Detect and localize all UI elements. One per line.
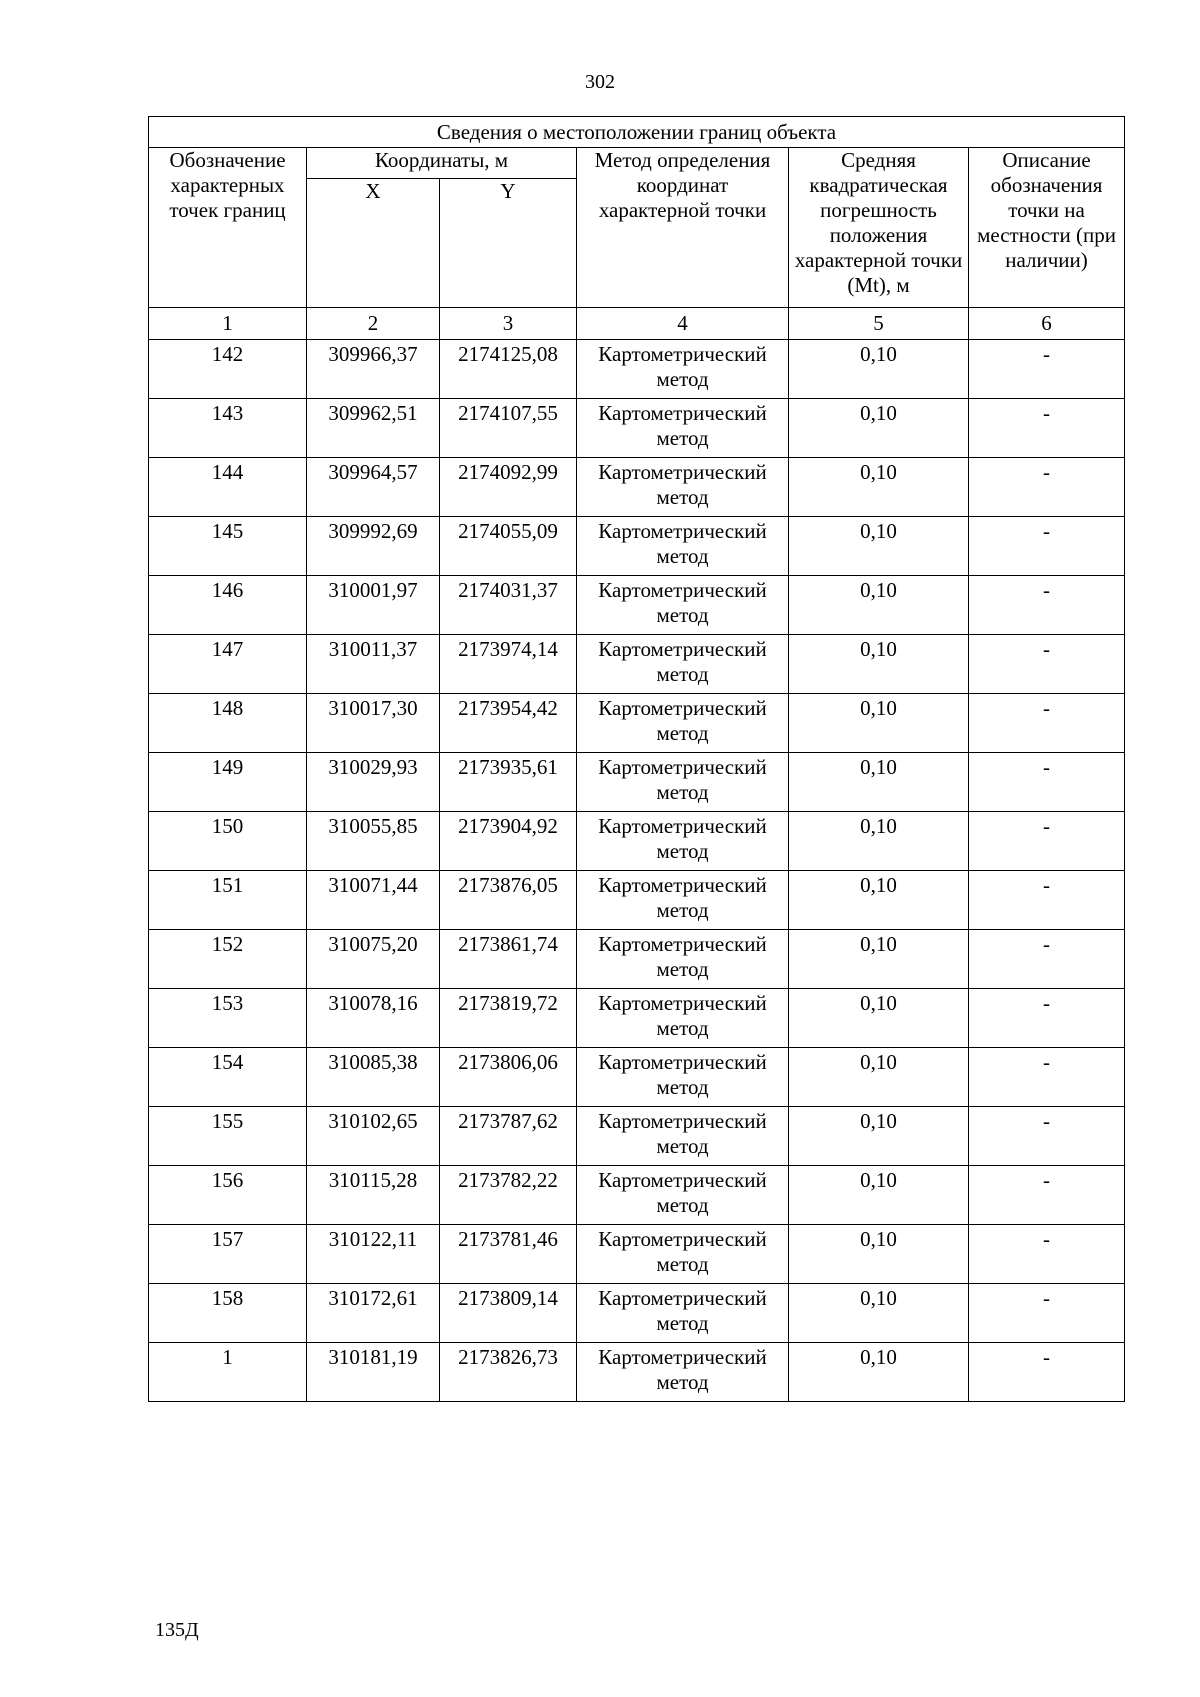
table-row [149,753,1125,812]
table-row [149,1048,1125,1107]
page-number: 302 [585,71,615,93]
cell-y: 2173974,14 [440,635,577,694]
cell-method: Картометрический метод [577,989,789,1048]
table-row [149,458,1125,517]
table-row [149,1107,1125,1166]
cell-y: 2173904,92 [440,812,577,871]
header-error: Средняя квадратическая погрешность положения характерной точки (Mt), м [789,148,969,308]
cell-description: - [969,517,1125,576]
header-description: Описание обозначения точки на местности (при наличии) [969,148,1125,308]
cell-y: 2174107,55 [440,399,577,458]
header-y: Y [440,179,577,308]
cell-error: 0,10 [789,635,969,694]
table-row [149,1166,1125,1225]
cell-point: 152 [149,930,307,989]
cell-x: 310001,97 [307,576,440,635]
cell-method: Картометрический метод [577,694,789,753]
cell-description: - [969,1284,1125,1343]
cell-error: 0,10 [789,812,969,871]
table-row [149,1343,1125,1402]
cell-y: 2174055,09 [440,517,577,576]
header-point: Обозначение характерных точек границ [149,148,307,308]
cell-error: 0,10 [789,871,969,930]
cell-point: 144 [149,458,307,517]
cell-description: - [969,399,1125,458]
cell-y: 2173826,73 [440,1343,577,1402]
cell-method: Картометрический метод [577,753,789,812]
cell-x: 309966,37 [307,340,440,399]
cell-description: - [969,458,1125,517]
cell-method: Картометрический метод [577,871,789,930]
cell-point: 142 [149,340,307,399]
cell-error: 0,10 [789,1166,969,1225]
cell-error: 0,10 [789,1343,969,1402]
column-number: 4 [577,308,789,340]
cell-x: 309964,57 [307,458,440,517]
table-row [149,871,1125,930]
cell-method: Картометрический метод [577,1284,789,1343]
cell-x: 310078,16 [307,989,440,1048]
cell-point: 153 [149,989,307,1048]
cell-description: - [969,1343,1125,1402]
table-row [149,694,1125,753]
table-row [149,340,1125,399]
cell-point: 1 [149,1343,307,1402]
cell-x: 309992,69 [307,517,440,576]
cell-y: 2173806,06 [440,1048,577,1107]
cell-error: 0,10 [789,1048,969,1107]
cell-y: 2173787,62 [440,1107,577,1166]
cell-y: 2174125,08 [440,340,577,399]
cell-y: 2173819,72 [440,989,577,1048]
cell-error: 0,10 [789,1284,969,1343]
table-row [149,1225,1125,1284]
cell-point: 158 [149,1284,307,1343]
cell-y: 2173781,46 [440,1225,577,1284]
cell-description: - [969,1048,1125,1107]
cell-y: 2174031,37 [440,576,577,635]
table-row [149,576,1125,635]
cell-x: 310011,37 [307,635,440,694]
cell-y: 2173935,61 [440,753,577,812]
cell-description: - [969,576,1125,635]
cell-point: 155 [149,1107,307,1166]
cell-point: 148 [149,694,307,753]
cell-method: Картометрический метод [577,1166,789,1225]
cell-description: - [969,694,1125,753]
cell-error: 0,10 [789,399,969,458]
cell-method: Картометрический метод [577,1225,789,1284]
cell-x: 310172,61 [307,1284,440,1343]
header-method: Метод определения координат характерной точки [577,148,789,308]
cell-method: Картометрический метод [577,1107,789,1166]
cell-x: 310017,30 [307,694,440,753]
column-number: 5 [789,308,969,340]
cell-error: 0,10 [789,694,969,753]
cell-method: Картометрический метод [577,930,789,989]
cell-x: 310071,44 [307,871,440,930]
cell-point: 147 [149,635,307,694]
column-number-row [149,308,1125,340]
table-row [149,635,1125,694]
cell-description: - [969,635,1125,694]
table-row [149,930,1125,989]
cell-point: 156 [149,1166,307,1225]
cell-x: 310075,20 [307,930,440,989]
cell-point: 157 [149,1225,307,1284]
column-number: 6 [969,308,1125,340]
cell-point: 145 [149,517,307,576]
cell-error: 0,10 [789,989,969,1048]
cell-y: 2173876,05 [440,871,577,930]
cell-description: - [969,1166,1125,1225]
cell-method: Картометрический метод [577,399,789,458]
header-x: X [307,179,440,308]
cell-y: 2173954,42 [440,694,577,753]
table-row [149,399,1125,458]
cell-point: 146 [149,576,307,635]
cell-method: Картометрический метод [577,517,789,576]
column-number: 1 [149,308,307,340]
cell-method: Картометрический метод [577,635,789,694]
cell-y: 2174092,99 [440,458,577,517]
cell-x: 310055,85 [307,812,440,871]
cell-x: 310102,65 [307,1107,440,1166]
cell-description: - [969,1107,1125,1166]
table-row [149,812,1125,871]
cell-point: 143 [149,399,307,458]
cell-description: - [969,989,1125,1048]
cell-error: 0,10 [789,1107,969,1166]
cell-error: 0,10 [789,1225,969,1284]
table-title: Сведения о местоположении границ объекта [149,117,1125,148]
cell-description: - [969,1225,1125,1284]
table-row [149,1284,1125,1343]
cell-x: 310029,93 [307,753,440,812]
cell-error: 0,10 [789,458,969,517]
cell-method: Картометрический метод [577,576,789,635]
cell-x: 310115,28 [307,1166,440,1225]
cell-point: 149 [149,753,307,812]
cell-error: 0,10 [789,340,969,399]
cell-x: 309962,51 [307,399,440,458]
cell-error: 0,10 [789,517,969,576]
cell-point: 150 [149,812,307,871]
cell-method: Картометрический метод [577,812,789,871]
cell-x: 310181,19 [307,1343,440,1402]
document-code: 135Д [155,1619,199,1641]
cell-error: 0,10 [789,576,969,635]
table-row [149,989,1125,1048]
cell-y: 2173861,74 [440,930,577,989]
cell-description: - [969,871,1125,930]
cell-y: 2173809,14 [440,1284,577,1343]
cell-description: - [969,340,1125,399]
cell-x: 310122,11 [307,1225,440,1284]
cell-method: Картометрический метод [577,1048,789,1107]
cell-method: Картометрический метод [577,458,789,517]
column-number: 3 [440,308,577,340]
cell-error: 0,10 [789,930,969,989]
table-row [149,517,1125,576]
cell-x: 310085,38 [307,1048,440,1107]
cell-description: - [969,753,1125,812]
cell-method: Картометрический метод [577,1343,789,1402]
cell-y: 2173782,22 [440,1166,577,1225]
cell-point: 154 [149,1048,307,1107]
cell-method: Картометрический метод [577,340,789,399]
cell-error: 0,10 [789,753,969,812]
boundary-coordinates-table [148,116,1125,1402]
cell-description: - [969,812,1125,871]
header-coordinates: Координаты, м [307,148,577,179]
cell-point: 151 [149,871,307,930]
column-number: 2 [307,308,440,340]
cell-description: - [969,930,1125,989]
